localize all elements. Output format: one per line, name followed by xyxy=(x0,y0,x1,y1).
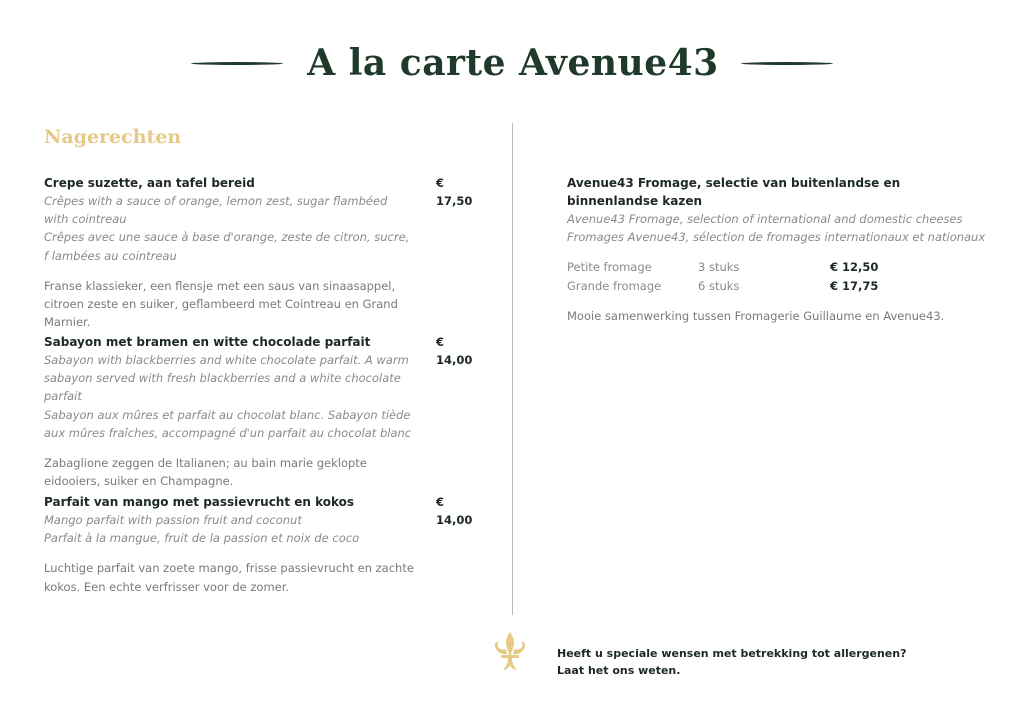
item-name: Parfait van mango met passievrucht en kokos xyxy=(44,495,355,509)
item-name: Sabayon met bramen en witte chocolade parfait xyxy=(44,335,371,349)
option-price: € 12,50 xyxy=(830,260,879,275)
item-name: Avenue43 Fromage, selectie van buitenlandse en binnenlandse kazen xyxy=(567,176,901,208)
allergen-notice xyxy=(557,645,906,679)
allergen-line-1: Heeft u speciale wensen met betrekking tot allergenen? xyxy=(557,647,907,660)
fromage-note: Mooie samenwerking tussen Fromagerie Guillaume en Avenue43. xyxy=(567,308,945,323)
page-title: A la carte Avenue43 xyxy=(307,42,719,84)
option-label: Grande fromage xyxy=(567,278,662,293)
header xyxy=(0,38,1024,88)
item-french: Crêpes avec une sauce à base d'orange, zeste de citron, sucre, f lambées au cointreau xyxy=(44,230,410,263)
option-price: € 17,75 xyxy=(830,278,879,293)
item-description: Zabaglione zeggen de Italianen; au bain marie geklopte eidooiers, suiker en Champagne. xyxy=(44,456,367,489)
section-title: Nagerechten xyxy=(44,126,182,148)
item-description: Luchtige parfait van zoete mango, frisse passievrucht en zachte kokos. Een echte verfrisser voor de zomer. xyxy=(44,561,414,594)
menu-item-fromage xyxy=(567,174,987,325)
menu-item-mango-parfait xyxy=(44,493,484,596)
option-quantity: 3 stuks xyxy=(698,260,740,275)
fromage-options xyxy=(567,258,987,294)
item-french: Sabayon aux mûres et parfait au chocolat blanc. Sabayon tiède aux mûres fraîches, accompagné d'un parfait au chocolat blanc xyxy=(44,407,412,440)
item-price: € 17,50 xyxy=(436,176,473,208)
item-price: € 14,00 xyxy=(436,335,473,367)
item-english: Avenue43 Fromage, selection of international and domestic cheeses xyxy=(567,212,963,226)
item-name: Crepe suzette, aan tafel bereid xyxy=(44,176,255,190)
column-divider xyxy=(512,123,513,615)
menu-item-sabayon xyxy=(44,333,484,490)
fleur-de-lis-icon xyxy=(490,630,530,674)
allergen-line-2: Laat het ons weten. xyxy=(557,664,681,677)
option-quantity: 6 stuks xyxy=(698,278,740,293)
title-rule-right xyxy=(741,62,833,65)
item-french: Parfait à la mangue, fruit de la passion et noix de coco xyxy=(44,531,360,546)
title-rule-left xyxy=(191,62,283,65)
item-english: Crêpes with a sauce of orange, lemon zest, sugar flambéed with cointreau xyxy=(44,194,388,227)
menu-item-crepe-suzette xyxy=(44,174,484,331)
fromage-option-row xyxy=(567,258,987,276)
option-label: Petite fromage xyxy=(567,260,652,275)
fromage-option-row xyxy=(567,277,987,295)
item-english: Sabayon with blackberries and white chocolate parfait. A warm sabayon served with fresh blackberries and a white chocolate parfait xyxy=(44,353,409,404)
item-price: € 14,00 xyxy=(436,495,473,527)
item-english: Mango parfait with passion fruit and coconut xyxy=(44,513,302,527)
item-french: Fromages Avenue43, sélection de fromages internationaux et nationaux xyxy=(567,230,986,245)
item-description: Franse klassieker, een flensje met een saus van sinaasappel, citroen zeste en suiker, geflambeerd met Cointreau en Grand Marnier. xyxy=(44,278,398,330)
